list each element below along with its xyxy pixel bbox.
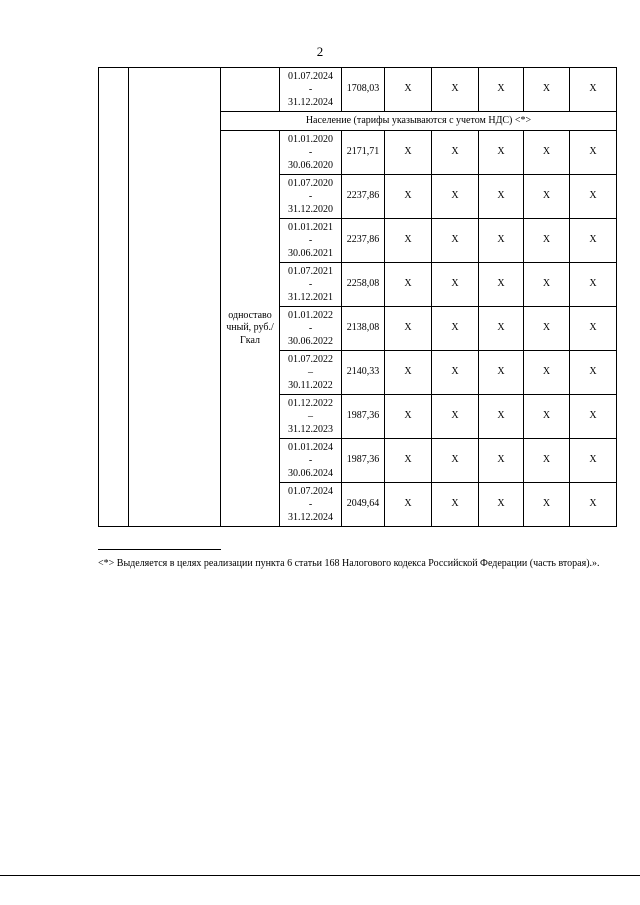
mark-cell: X	[432, 483, 479, 527]
mark-cell: X	[385, 131, 432, 175]
mark-cell: X	[479, 439, 524, 483]
mark-cell: X	[432, 263, 479, 307]
mark-cell: X	[479, 131, 524, 175]
table-body	[99, 68, 617, 527]
tariff-table	[98, 67, 617, 527]
page-number: 2	[316, 44, 324, 59]
mark-cell: X	[432, 351, 479, 395]
period-from: 01.07.2021	[288, 266, 333, 277]
period-separator: –	[308, 411, 313, 422]
period-cell	[280, 483, 342, 527]
mark-cell: X	[432, 175, 479, 219]
tariff-value: 2237,86	[342, 175, 385, 219]
mark-cell: X	[570, 131, 617, 175]
tariff-value: 2049,64	[342, 483, 385, 527]
mark-cell: X	[432, 219, 479, 263]
period-cell	[280, 131, 342, 175]
mark-cell: X	[385, 263, 432, 307]
tariff-value: 2258,08	[342, 263, 385, 307]
mark-cell: X	[524, 263, 570, 307]
period-to: 30.06.2021	[288, 248, 333, 259]
period-from: 01.07.2020	[288, 178, 333, 189]
mark-cell: X	[385, 307, 432, 351]
period-to: 31.12.2024	[288, 97, 333, 108]
mark-cell: X	[432, 439, 479, 483]
period-cell	[280, 439, 342, 483]
mark-cell: X	[570, 219, 617, 263]
mark-cell: X	[385, 351, 432, 395]
mark-cell: X	[479, 219, 524, 263]
period-cell	[280, 307, 342, 351]
mark-cell: X	[524, 131, 570, 175]
period-separator: -	[308, 84, 313, 95]
mark-cell: X	[570, 439, 617, 483]
period-from: 01.01.2022	[288, 310, 333, 321]
mark-cell: X	[385, 68, 432, 112]
tariff-value: 2138,08	[342, 307, 385, 351]
mark-cell: X	[479, 68, 524, 112]
mark-cell: X	[524, 307, 570, 351]
empty-cell	[221, 68, 280, 112]
period-cell	[280, 175, 342, 219]
mark-cell: X	[570, 395, 617, 439]
period-separator: -	[308, 455, 313, 466]
period-to: 31.12.2023	[288, 424, 333, 435]
mark-cell: X	[432, 68, 479, 112]
mark-cell: X	[524, 175, 570, 219]
mark-cell: X	[524, 219, 570, 263]
period-to: 30.06.2024	[288, 468, 333, 479]
period-from: 01.12.2022	[288, 398, 333, 409]
mark-cell: X	[570, 307, 617, 351]
footnote-separator	[98, 549, 221, 550]
tariff-value: 1708,03	[342, 68, 385, 112]
period-separator: -	[308, 235, 313, 246]
empty-cell	[99, 68, 129, 527]
mark-cell: X	[385, 439, 432, 483]
mark-cell: X	[385, 483, 432, 527]
mark-cell: X	[524, 439, 570, 483]
period-cell	[280, 68, 342, 112]
period-separator: -	[308, 147, 313, 158]
period-separator: -	[308, 499, 313, 510]
period-from: 01.01.2021	[288, 222, 333, 233]
tariff-value: 1987,36	[342, 395, 385, 439]
section-header: Население (тарифы указываются с учетом НДС) <*>	[221, 112, 617, 131]
empty-cell	[129, 68, 221, 527]
period-cell	[280, 395, 342, 439]
period-from: 01.01.2020	[288, 134, 333, 145]
mark-cell: X	[479, 307, 524, 351]
period-from: 01.01.2024	[288, 442, 333, 453]
tariff-value: 1987,36	[342, 439, 385, 483]
period-cell	[280, 351, 342, 395]
period-from: 01.07.2024	[288, 71, 333, 82]
mark-cell: X	[479, 395, 524, 439]
period-from: 01.07.2024	[288, 486, 333, 497]
footnote: <*> Выделяется в целях реализации пункта 6 статьи 168 Налогового кодекса Российской Федерации (часть вторая).».	[98, 558, 600, 569]
mark-cell: X	[479, 483, 524, 527]
mark-cell: X	[432, 395, 479, 439]
period-to: 31.12.2021	[288, 292, 333, 303]
period-separator: -	[308, 191, 313, 202]
mark-cell: X	[524, 395, 570, 439]
tariff-value: 2171,71	[342, 131, 385, 175]
period-to: 31.12.2020	[288, 204, 333, 215]
mark-cell: X	[479, 263, 524, 307]
mark-cell: X	[432, 307, 479, 351]
mark-cell: X	[479, 175, 524, 219]
period-separator: –	[308, 367, 313, 378]
mark-cell: X	[570, 351, 617, 395]
period-to: 30.06.2020	[288, 160, 333, 171]
mark-cell: X	[432, 131, 479, 175]
mark-cell: X	[570, 483, 617, 527]
period-to: 31.12.2024	[288, 512, 333, 523]
period-to: 30.06.2022	[288, 336, 333, 347]
mark-cell: X	[570, 263, 617, 307]
tariff-value: 2237,86	[342, 219, 385, 263]
mark-cell: X	[479, 351, 524, 395]
mark-cell: X	[570, 175, 617, 219]
mark-cell: X	[385, 175, 432, 219]
mark-cell: X	[385, 395, 432, 439]
period-separator: -	[308, 323, 313, 334]
period-cell	[280, 263, 342, 307]
mark-cell: X	[570, 68, 617, 112]
period-separator: -	[308, 279, 313, 290]
mark-cell: X	[524, 68, 570, 112]
tariff-value: 2140,33	[342, 351, 385, 395]
mark-cell: X	[385, 219, 432, 263]
page-edge-line	[0, 875, 640, 876]
mark-cell: X	[524, 351, 570, 395]
period-to: 30.11.2022	[288, 380, 333, 391]
period-from: 01.07.2022	[288, 354, 333, 365]
table-row	[99, 68, 617, 112]
period-cell	[280, 219, 342, 263]
mark-cell: X	[524, 483, 570, 527]
unit-cell: одноставо чный, руб./Гкал	[221, 131, 280, 527]
